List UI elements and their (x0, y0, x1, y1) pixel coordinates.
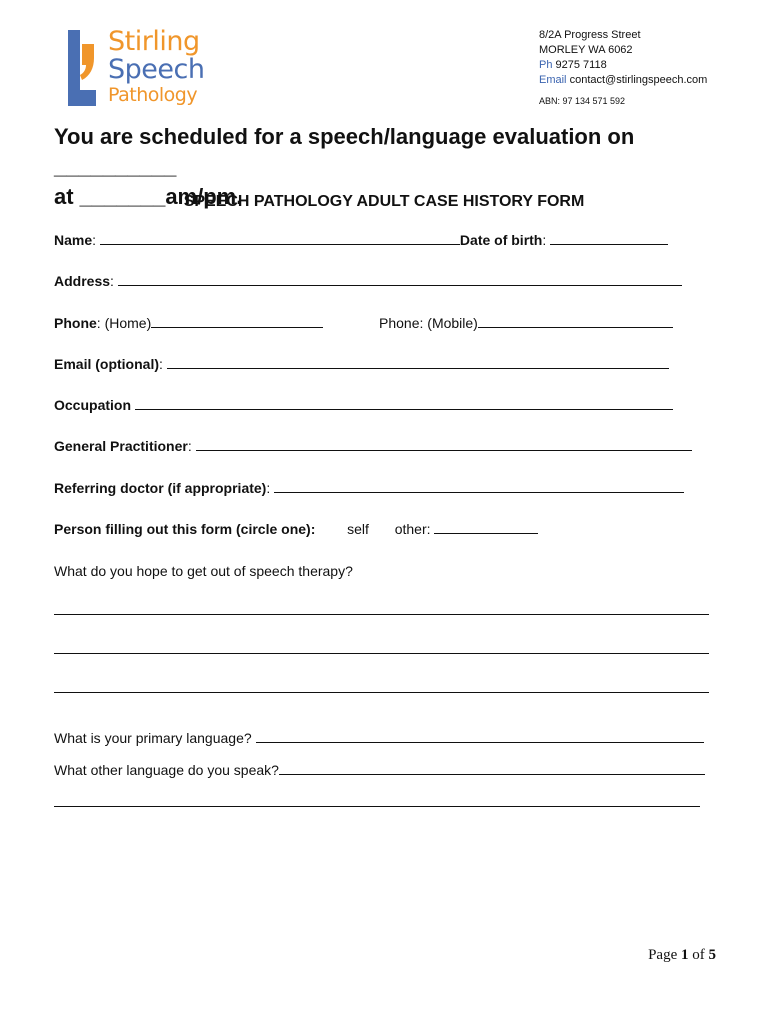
logo-mark-icon (68, 30, 100, 106)
person-row (54, 519, 538, 537)
other-language-row (54, 760, 705, 778)
name-row: Name: Date of birth: (54, 230, 668, 248)
referring-label: Referring doctor (if appropriate) (54, 480, 267, 496)
phone-home-field[interactable] (151, 313, 323, 328)
street-address: 8/2A Progress Street (539, 29, 641, 41)
occupation-row (54, 395, 673, 413)
email-row: Email (optional): (54, 354, 669, 372)
abn: ABN: 97 134 571 592 (539, 96, 626, 106)
phone-number: 9275 7118 (555, 59, 607, 71)
name-field[interactable] (100, 230, 460, 245)
page-current: 1 (681, 947, 689, 963)
gp-label: General Practitioner (54, 438, 188, 454)
address-field[interactable] (118, 271, 682, 286)
gp-field[interactable] (196, 436, 692, 451)
suburb: MORLEY WA 6062 (539, 44, 633, 56)
hope-question: What do you hope to get out of speech therapy? (54, 563, 353, 579)
dob-label: Date of birth (459, 232, 543, 248)
person-other-option[interactable]: other: (394, 521, 431, 537)
phone-line (539, 58, 707, 73)
phone-mobile-field[interactable] (478, 313, 673, 328)
email-field-label: Email (optional) (54, 356, 159, 372)
name-label: Name (54, 232, 93, 248)
person-self-option[interactable]: self (347, 521, 369, 537)
referring-row: Referring doctor (if appropriate): (54, 478, 684, 496)
hope-answer-line-2[interactable] (54, 653, 709, 654)
of-word: of (692, 947, 705, 963)
hope-answer-line-3[interactable] (54, 692, 709, 693)
email-address[interactable]: contact@stirlingspeech.com (569, 74, 708, 86)
form-title: SPEECH PATHOLOGY ADULT CASE HISTORY FORM (183, 193, 585, 210)
page-word: Page (648, 947, 678, 963)
person-other-field[interactable] (434, 519, 538, 534)
other-language-label: What other language do you speak? (54, 762, 279, 778)
phone-field-label: Phone (54, 315, 97, 331)
occupation-label: Occupation (54, 397, 132, 413)
phone-home-label: (Home) (104, 315, 152, 331)
hope-answer-line-1[interactable] (54, 614, 709, 615)
phone-label: Ph (539, 59, 553, 71)
schedule-line-2: at _______am/pm. (54, 184, 243, 209)
primary-language-row (54, 728, 704, 746)
schedule-line-1: You are scheduled for a speech/language evaluation on __________ (54, 124, 635, 179)
other-language-line-2[interactable] (54, 806, 700, 807)
person-label: Person filling out this form (circle one): (54, 521, 316, 537)
gp-row: General Practitioner: (54, 436, 692, 454)
email-label: Email (539, 74, 567, 86)
page-total: 5 (708, 947, 716, 963)
primary-language-label: What is your primary language? (54, 730, 252, 746)
other-language-field[interactable] (279, 760, 705, 775)
address-label: Address (54, 273, 111, 289)
logo (64, 28, 214, 110)
email-line (539, 73, 707, 88)
logo-text-speech: Speech (108, 54, 205, 85)
email-field[interactable] (167, 354, 669, 369)
dob-field[interactable] (550, 230, 668, 245)
logo-text-pathology: Pathology (108, 84, 198, 106)
phone-row: Phone: (Home) Phone: (Mobile) (54, 313, 673, 331)
page-number (648, 947, 716, 964)
referring-field[interactable] (274, 478, 684, 493)
address-row: Address: (54, 271, 682, 289)
occupation-field[interactable] (135, 395, 673, 410)
primary-language-field[interactable] (256, 728, 704, 743)
contact-block (539, 28, 707, 109)
phone-mobile-label: Phone: (Mobile) (379, 315, 478, 331)
logo-text-stirling: Stirling (108, 26, 200, 57)
